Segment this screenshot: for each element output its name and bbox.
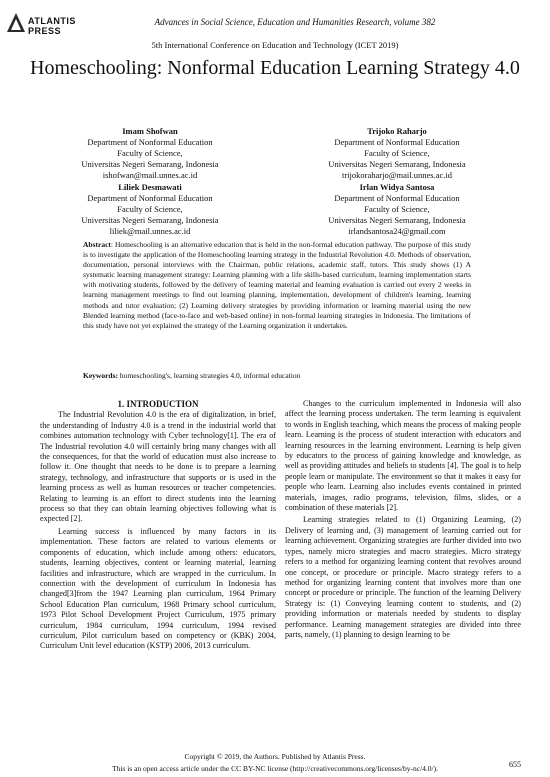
author-faculty: Faculty of Science, (117, 148, 183, 158)
left-column (40, 399, 276, 652)
publisher-name-line1: ATLANTIS (28, 16, 76, 26)
author-univ: Universitas Negeri Semarang, Indonesia (328, 215, 466, 225)
author-block (287, 126, 507, 181)
author-email: liliek@mail.unnes.ac.id (109, 226, 191, 236)
publisher-name-line2: PRESS (28, 26, 62, 36)
right-column (285, 399, 521, 640)
body-paragraph: Learning success is influenced by many factors in its implementation. These factors are related to various elements or components of education, which include among others: educators, students, learning objectives, content or learning material, learning facilities and infrastructure, which are wrapped in the curriculum. In connection with the development of curriculum In Indonesia has changed[3]from the 1947 Learning plan curriculum, 1964 Primary School Education Plan curriculum, 1968 Primary school curriculum, 1973 Pilot School Development Project Curriculum, 1975 primary curriculum, 1984 curriculum, 1994 curriculum, 1994 revised curriculum, Pilot curriculum based on competency or (KBK) 2004, Curriculum Unit level education (KSTP) 2006, 2013 curriculum. (40, 526, 276, 651)
keywords-text: homeschooling's, learning strategies 4.0, informal education (118, 371, 301, 380)
author-block (40, 182, 260, 237)
author-email: irlandsantosa24@gmail.com (348, 226, 446, 236)
body-paragraph: Learning strategies related to (1) Organizing Learning, (2) Delivery of learning and, (3) management of learning carried out for learning achievement. Organizing strategies are further divided into two types, namely micro strategies and macro strategies. Micro strategy refers to a method for organizing learning content that revolves around one concept, or procedure or principle. Macro strategy refers to a method for organizing learning content that involves more than one concept or procedure or principle. The function of the learning Delivery Strategy is: (1) Conveying learning content to students, and (2) providing information or materials needed by students to display performance. Learning management strategies are divided into three parts, namely, (1) planning to design learning to be (285, 515, 521, 639)
abstract-label: Abstract (83, 240, 111, 249)
author-faculty: Faculty of Science, (364, 204, 430, 214)
author-dept: Department of Nonformal Education (87, 193, 213, 203)
author-dept: Department of Nonformal Education (87, 137, 213, 147)
series-line: Advances in Social Science, Education and Humanities Research, volume 382 (154, 17, 436, 27)
abstract (83, 240, 471, 331)
abstract-text: : Homeschooling is an alternative education that is held in the non-formal education pathway. The purpose of this study is to investigate the application of the Homeschooling learning strategy in the Industrial Revolution 4.0. Methods of observation, documentation, personal interviews with the Chairman, public relations, academic staff, tutors. This study shows (1) A systematic learning management strategy: Learning planning with a life skills-based curriculum, learning implementation starts with motivating students, followed by the delivery of learning material and learning evaluation is carried out every 2 weeks in learning management meetings to find out learning planning, implementation, development of children's learning, learning methods and tutor evaluation; (2) Learning delivery strategies by providing information or learning material using the new Blended learning method (face-to-face and web-based online) in non-formal learning strategies in Indonesia. The limitations of this study have not yet explained the strategy of the Learning organization it undertakes. (83, 240, 471, 330)
author-univ: Universitas Negeri Semarang, Indonesia (328, 159, 466, 169)
author-name: Imam Shofwan (122, 126, 178, 136)
author-email: ishofwan@mail.unnes.ac.id (102, 170, 198, 180)
author-univ: Universitas Negeri Semarang, Indonesia (81, 215, 219, 225)
author-dept: Department of Nonformal Education (334, 193, 460, 203)
author-dept: Department of Nonformal Education (334, 137, 460, 147)
author-name: Trijoko Raharjo (367, 126, 427, 136)
license-line: This is an open access article under the CC BY-NC license (http://creativecommons.org/licenses/by-nc/4.0/). (111, 764, 439, 773)
author-name: Irlan Widya Santosa (359, 182, 435, 192)
keywords-label: Keywords: (83, 371, 118, 380)
author-block (40, 126, 260, 181)
author-faculty: Faculty of Science, (117, 204, 183, 214)
paper-title: Homeschooling: Nonformal Education Learning Strategy 4.0 (30, 57, 520, 79)
author-faculty: Faculty of Science, (364, 148, 430, 158)
author-email: trijokoraharjo@mail.unnes.ac.id (341, 170, 453, 180)
author-univ: Universitas Negeri Semarang, Indonesia (81, 159, 219, 169)
copyright-line: Copyright © 2019, the Authors. Published by Atlantis Press. (184, 752, 366, 761)
page-number: 655 (509, 760, 521, 769)
author-block (287, 182, 507, 237)
body-paragraph: Changes to the curriculum implemented in Indonesia will also affect the learning process undertaken. The term learning is equivalent to words in English teaching, which means the process of making people learn. Learning is the process of student interaction with educators and learning resources in the learning environment. Learning is help given by educators to the process of gaining knowledge and knowledge, as well as providing attitudes and beliefs to students [4]. The goal is to help people learn or manipulate. The environment so that it makes it easy for people who learn. Learning also includes events contained in printed materials, images, radio programs, television, films, slides, or a combination of these materials [2]. (285, 399, 522, 513)
conference-line: 5th International Conference on Education and Technology (ICET 2019) (151, 40, 399, 50)
keywords (83, 371, 471, 380)
body-paragraph: The Industrial Revolution 4.0 is the era of digitalization, in brief, the understanding of Industry 4.0 is a trend in the industrial world that combines automation technology with Cyber technology[1]. The era of The Industrial revolution 4.0 will certainly bring many changes with all the consequences, for that the world of education must also increase to follow it. One thought that needs to be done is to prepare a learning strategy, technology, and infrastructure that supports or is used in the learning process as well as human resources or teacher competencies. Relating to learning is an effort to direct students into the learning process so that they can obtain learning objectives following what is expected [2]. (40, 410, 276, 524)
author-name: Liliek Desmawati (118, 182, 182, 192)
section-heading: 1. INTRODUCTION (117, 399, 199, 409)
